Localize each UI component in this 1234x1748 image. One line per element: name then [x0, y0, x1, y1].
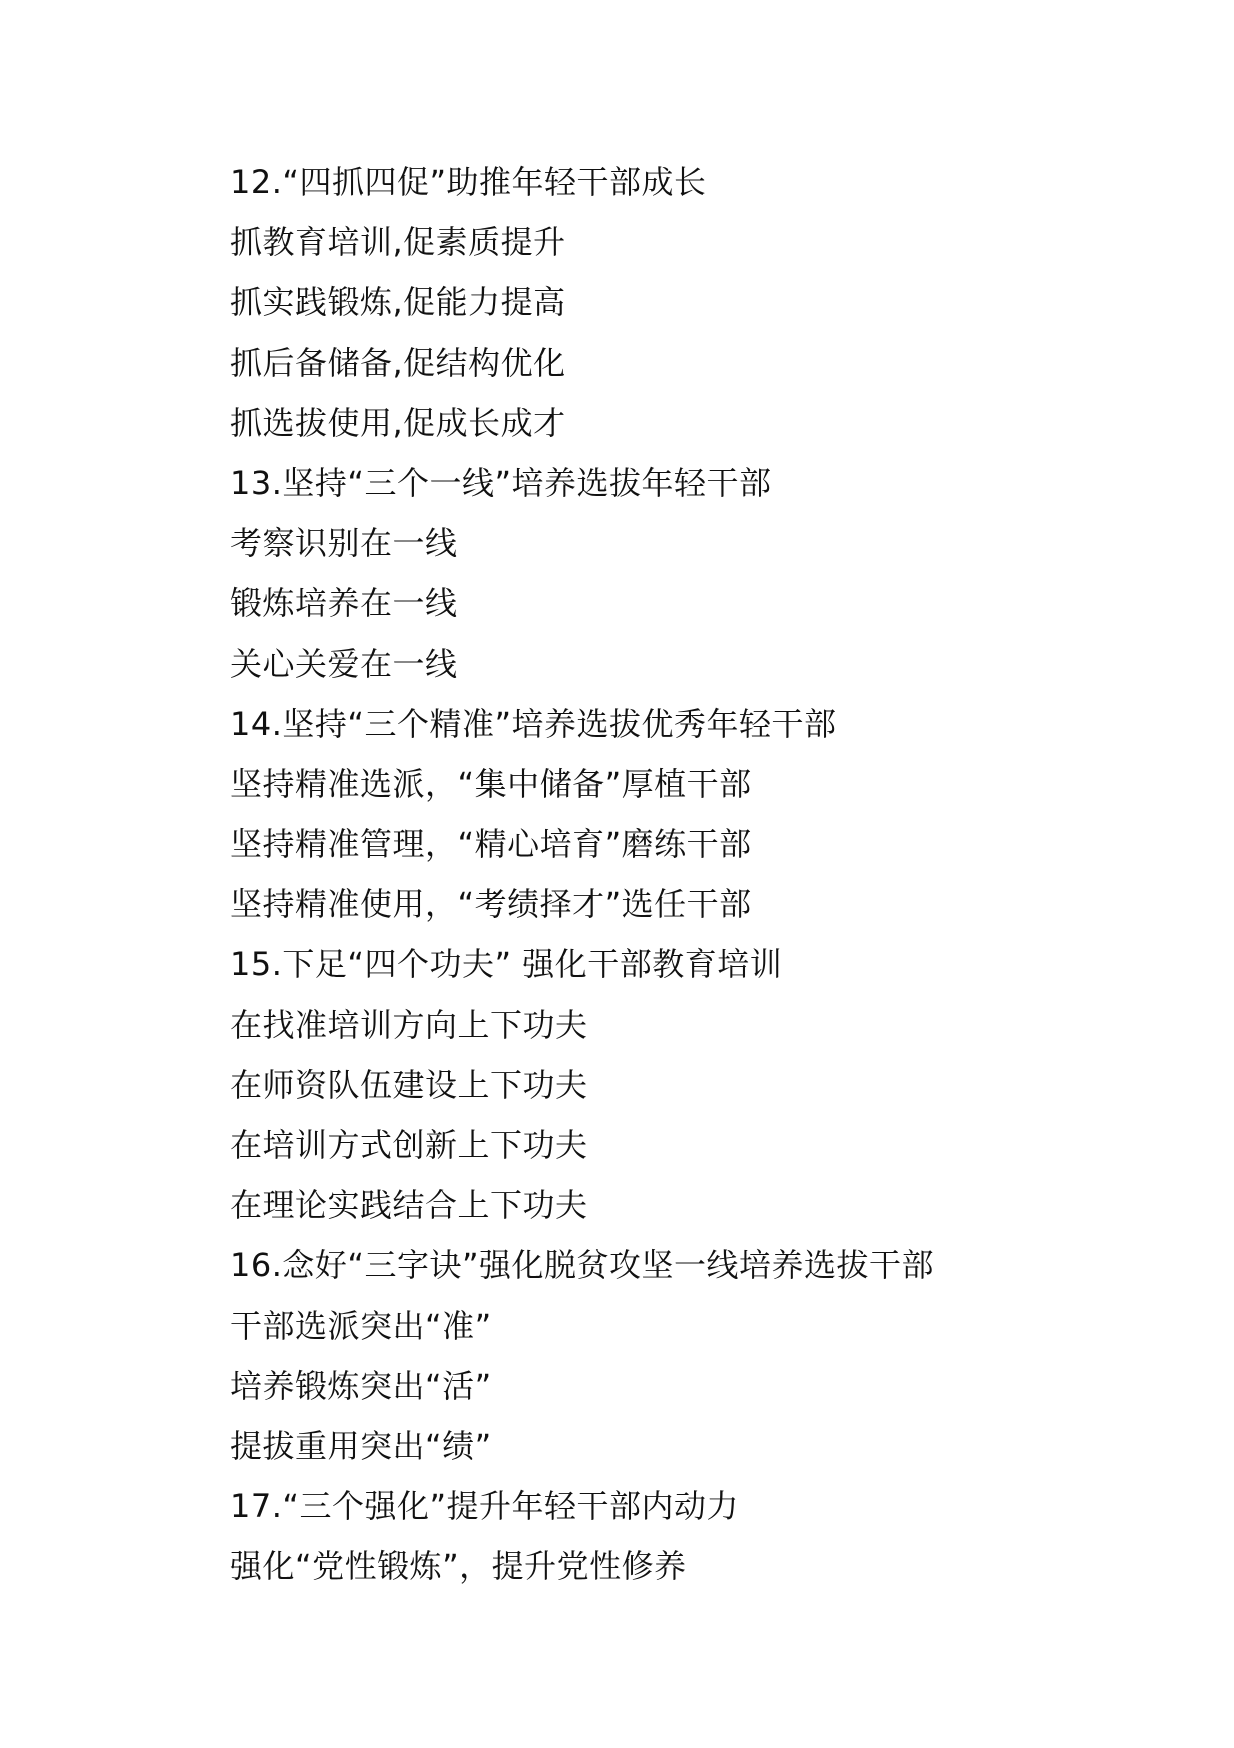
list-item: 干部选派突出“准”	[230, 1306, 492, 1345]
section-heading-17: 17.“三个强化”提升年轻干部内动力	[230, 1487, 740, 1526]
section-heading-16: 16.念好“三字诀”强化脱贫攻坚一线培养选拔干部	[230, 1246, 935, 1285]
section-heading-14: 14.坚持“三个精准”培养选拔优秀年轻干部	[230, 704, 837, 743]
list-item: 锻炼培养在一线	[230, 584, 458, 623]
list-item: 在理论实践结合上下功夫	[230, 1186, 588, 1225]
list-item: 关心关爱在一线	[230, 644, 458, 683]
list-item: 在师资队伍建设上下功夫	[230, 1065, 588, 1104]
section-heading-12: 12.“四抓四促”助推年轻干部成长	[230, 163, 707, 201]
list-item: 考察识别在一线	[230, 524, 458, 563]
list-item: 提拔重用突出“绩”	[230, 1426, 492, 1465]
list-item: 抓后备储备,促结构优化	[230, 343, 566, 382]
list-item: 抓实践锻炼,促能力提高	[230, 283, 566, 322]
document-body	[230, 152, 1130, 1597]
list-item: 抓教育培训,促素质提升	[230, 223, 566, 262]
list-item: 坚持精准选派，“集中储备”厚植干部	[230, 764, 752, 803]
section-heading-13: 13.坚持“三个一线”培养选拔年轻干部	[230, 463, 772, 502]
list-item: 抓选拔使用,促成长成才	[230, 403, 566, 442]
list-item: 培养锻炼突出“活”	[230, 1366, 492, 1405]
list-item: 在培训方式创新上下功夫	[230, 1126, 588, 1164]
list-item: 坚持精准使用，“考绩择才”选任干部	[230, 885, 752, 924]
section-heading-15: 15.下足“四个功夫” 强化干部教育培训	[230, 945, 783, 984]
list-item: 在找准培训方向上下功夫	[230, 1005, 588, 1044]
list-item: 坚持精准管理，“精心培育”磨练干部	[230, 825, 752, 864]
list-item: 强化“党性锻炼”，提升党性修养	[230, 1547, 687, 1586]
